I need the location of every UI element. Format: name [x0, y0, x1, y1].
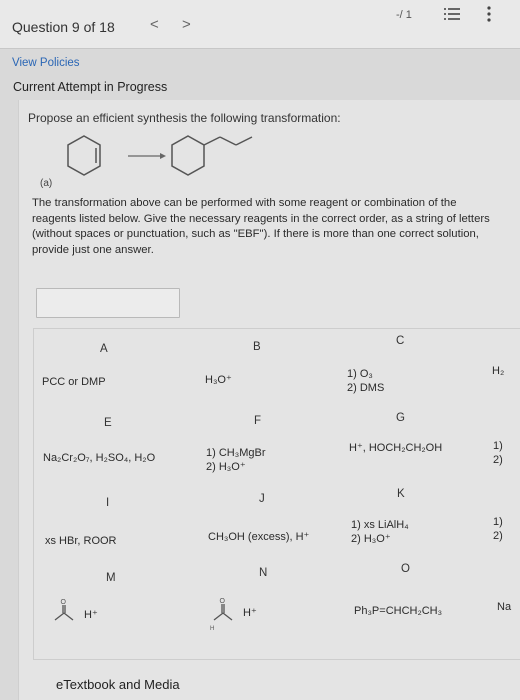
attempt-status: Current Attempt in Progress: [13, 80, 168, 94]
reagent-p: Na: [497, 601, 512, 613]
reaction-scheme: [60, 130, 270, 190]
next-question-button[interactable]: >: [182, 16, 191, 33]
reagent-letter-g: G: [396, 412, 405, 424]
reagent-n: O H H⁺: [210, 594, 242, 639]
previous-question-button[interactable]: <: [150, 16, 159, 33]
question-prompt: Propose an efficient synthesis the following transformation:: [28, 111, 341, 125]
acetaldehyde-structure: [210, 594, 242, 634]
reagent-letter-m: M: [106, 572, 116, 584]
view-policies-link[interactable]: View Policies: [12, 57, 80, 69]
reagent-letter-n: N: [259, 567, 268, 579]
reagent-table: [33, 328, 520, 660]
etextbook-link[interactable]: eTextbook and Media: [56, 677, 180, 692]
reaction-arrow: [128, 153, 166, 159]
reagent-k: 1) xs LiAlH₄ 2) H₃O⁺: [351, 519, 409, 545]
reagent-d: H₂: [492, 365, 505, 377]
more-options-icon[interactable]: [486, 6, 492, 27]
reagent-letter-j: J: [259, 493, 265, 505]
reagent-letter-f: F: [254, 415, 262, 427]
answer-input[interactable]: [36, 288, 180, 318]
reagent-j: CH₃OH (excess), H⁺: [208, 531, 310, 543]
question-counter: Question 9 of 18: [12, 19, 115, 35]
reagent-i: xs HBr, ROOR: [45, 535, 117, 547]
reagent-f: 1) CH₃MgBr 2) H₃O⁺: [206, 447, 266, 473]
svg-text:O: O: [60, 599, 66, 606]
reagent-letter-i: I: [106, 497, 110, 509]
reagent-letter-b: B: [253, 341, 261, 353]
question-instructions: The transformation above can be performed with some reagent or combination of the reagents listed below. Give the necessary reagents in the correct order, as a string of letters (without spaces or punctuation, such as "EBF"). If there is more than one correct solution, provide just one answer.: [32, 197, 490, 256]
product-structure: [172, 136, 252, 175]
part-label: (a): [40, 178, 53, 189]
acetone-structure: [52, 598, 82, 624]
reagent-e: Na₂Cr₂O₇, H₂SO₄, H₂O: [43, 452, 156, 464]
reagent-o: Ph₃P=CHCH₂CH₃: [354, 605, 443, 617]
list-icon[interactable]: [444, 7, 460, 24]
reagent-a: PCC or DMP: [42, 376, 106, 388]
svg-text:H: H: [210, 626, 215, 632]
question-header: [0, 0, 520, 49]
reagent-letter-k: K: [397, 488, 405, 500]
reagent-letter-c: C: [396, 335, 405, 347]
reagent-m: O H⁺: [52, 598, 82, 629]
score-indicator: -/ 1: [396, 9, 412, 21]
reagent-l: 1) 2): [493, 516, 503, 542]
reagent-b: H₃O⁺: [205, 374, 232, 386]
reagent-letter-e: E: [104, 417, 112, 429]
reagent-letter-a: A: [100, 343, 108, 355]
cyclohexene-structure: [68, 136, 100, 175]
reagent-h: 1) 2): [493, 440, 503, 466]
reagent-c: 1) O₃ 2) DMS: [347, 368, 385, 394]
reagent-letter-o: O: [401, 563, 410, 575]
reagent-g: H⁺, HOCH₂CH₂OH: [349, 442, 443, 454]
svg-text:O: O: [219, 598, 225, 605]
